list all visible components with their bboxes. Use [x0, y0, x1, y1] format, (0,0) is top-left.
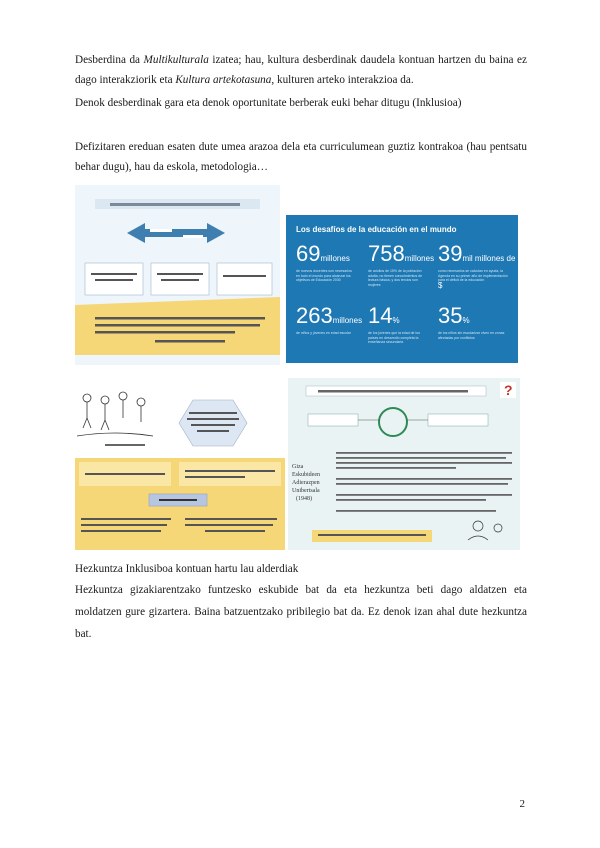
stat-69-desc: de nuevos docentes son necesarios en todo el mundo para alcanzar los objetivos de Educación 2030	[296, 269, 352, 282]
paragraph-hezkuntza-eskubidea: Hezkuntza gizakiarentzako funtzesko eskubide bat da eta hezkuntza beti dago aldatzen eta moldatzen gure gizartera. Baina batzuentzako pribilegio bat da. Ez denok izan ahal dute hezkuntza bat.	[75, 584, 527, 640]
term-kultura-artekotasuna: Kultura artekotasuna	[175, 74, 272, 86]
process-diagram-graphic	[288, 378, 520, 550]
paragraph-hezkuntza-inklusiboa: Hezkuntza Inklusiboa kontuan hartu lau alderdiak	[75, 563, 299, 575]
stat-39-desc: como necesarios se calculan en ayuda, la Agenda en su primer año de implementación para el déficit de la educación	[438, 269, 508, 282]
stat-14: 14%	[368, 303, 400, 328]
svg-text:?: ?	[504, 382, 513, 398]
page-number: 2	[519, 798, 525, 810]
stat-69: 69millones	[296, 241, 350, 266]
term-multikulturala: Multikulturala	[143, 54, 209, 66]
diagram-image-inclusion	[75, 185, 280, 365]
stat-35-desc: de los niños sin escolarizar viven en zonas afectadas por conflictos	[438, 331, 505, 340]
svg-text:Adierazpen: Adierazpen	[292, 480, 320, 486]
diagram-image-cartoon	[75, 378, 285, 550]
paragraph-multikulturala: Desberdina da Multikulturala izatea; hau, kultura desberdinak daudela kontuan hartzen du baina ez dago interakziorik eta Kultura artekotasuna, kulturen arteko interakzioa da.	[75, 54, 527, 86]
stat-758: 758millones	[368, 241, 435, 266]
svg-text:(1948): (1948)	[296, 496, 312, 502]
stat-263: 263millones	[296, 303, 363, 328]
paragraph-defizitaren-ereduan: Defizitaren ereduan esaten dute umea arazoa dela eta curriculumean guztiz kontrakoa (hau pentsatu behar dugu), hau da eskola, metodologia…	[75, 141, 527, 173]
cartoon-diagram-graphic	[75, 378, 285, 550]
stat-39: 39mil millones de $	[438, 241, 516, 290]
svg-text:Giza: Giza	[292, 464, 304, 470]
infographic-education-challenges	[286, 215, 518, 363]
infographic-title: Los desafíos de la educación en el mundo	[296, 225, 457, 234]
stat-758-desc: de adultos de 15% de la población adulta, no tienen conocimientos de lectura básica, y dos tercios son mujeres	[368, 269, 423, 287]
svg-text:Eskubideen: Eskubideen	[292, 472, 320, 478]
stat-14-desc: de los jóvenes que la edad de los países en desarrollo completa la enseñanza secundaria	[368, 331, 420, 344]
stat-35: 35%	[438, 303, 470, 328]
svg-text:Unibertsala: Unibertsala	[292, 488, 320, 494]
stat-263-desc: de niños y jóvenes en edad escolar	[296, 331, 351, 335]
diagram-graphic	[75, 185, 280, 365]
diagram-image-process	[288, 378, 520, 550]
paragraph-inklusioa: Denok desberdinak gara eta denok oportunitate berberak euki behar ditugu (Inklusioa)	[75, 97, 462, 109]
